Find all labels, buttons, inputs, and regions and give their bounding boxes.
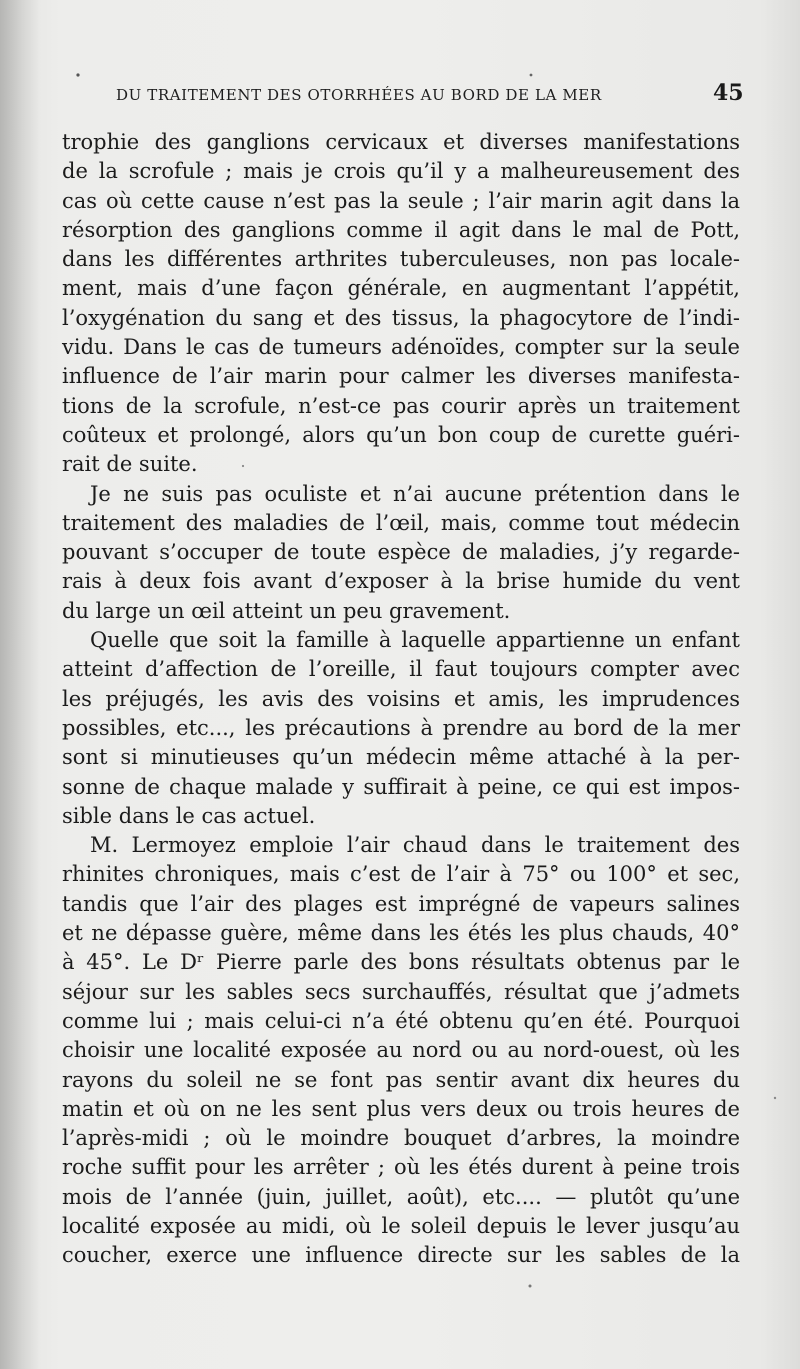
text-line: possibles, etc..., les précautions à prendre au bord de la mer xyxy=(62,715,740,740)
text-line: à 45°. Le Dʳ Pierre parle des bons résultats obtenus par le xyxy=(62,950,740,975)
text-line: rhinites chroniques, mais c’est de l’air à 75° ou 100° et sec, xyxy=(62,862,740,887)
running-title: DU TRAITEMENT DES OTORRHÉES AU BORD DE LA MER xyxy=(116,86,602,104)
text-line: traitement des maladies de l’œil, mais, comme tout médecin xyxy=(62,510,740,535)
binding-shadow xyxy=(0,0,40,1369)
text-line: vidu. Dans le cas de tumeurs adénoïdes, compter sur la seule xyxy=(62,335,740,360)
text-line: choisir une localité exposée au nord ou au nord-ouest, où les xyxy=(62,1038,740,1063)
text-line: cas où cette cause n’est pas la seule ; l’air marin agit dans la xyxy=(62,188,740,213)
text-line: rait de suite. xyxy=(62,452,198,477)
text-line: M. Lermoyez emploie l’air chaud dans le traitement des xyxy=(90,833,740,858)
text-line: matin et où on ne les sent plus vers deux ou trois heures de xyxy=(62,1096,740,1121)
text-line: l’oxygénation du sang et des tissus, la phagocytore de l’indi- xyxy=(62,305,740,330)
text-line: tandis que l’air des plages est imprégné de vapeurs salines xyxy=(62,891,740,916)
text-line: de la scrofule ; mais je crois qu’il y a malheureusement des xyxy=(62,159,740,184)
text-line: Je ne suis pas oculiste et n’ai aucune prétention dans le xyxy=(90,481,740,506)
text-line: pouvant s’occuper de toute espèce de maladies, j’y regarde- xyxy=(62,540,740,565)
text-line: sible dans le cas actuel. xyxy=(62,803,316,828)
text-line: et ne dépasse guère, même dans les étés les plus chauds, 40° xyxy=(62,921,740,946)
text-line: ment, mais d’une façon générale, en augmentant l’appétit, xyxy=(62,276,740,301)
text-line: sonne de chaque malade y suffirait à peine, ce qui est impos- xyxy=(62,774,740,799)
text-line: les préjugés, les avis des voisins et amis, les imprudences xyxy=(62,686,740,711)
text-line: résorption des ganglions comme il agit dans le mal de Pott, xyxy=(62,217,740,242)
text-line: mois de l’année (juin, juillet, août), etc.... — plutôt qu’une xyxy=(62,1184,740,1209)
text-line: tions de la scrofule, n’est-ce pas courir après un traitement xyxy=(62,393,740,418)
text-line: l’après-midi ; où le moindre bouquet d’arbres, la moindre xyxy=(62,1126,740,1151)
text-line: rayons du soleil ne se font pas sentir avant dix heures du xyxy=(62,1067,740,1092)
text-line: influence de l’air marin pour calmer les diverses manifesta- xyxy=(62,364,740,389)
text-line: coucher, exerce une influence directe sur les sables de la xyxy=(62,1243,740,1268)
body-text xyxy=(62,128,740,1271)
text-line: trophie des ganglions cervicaux et diverses manifestations xyxy=(62,130,740,154)
text-line: Quelle que soit la famille à laquelle appartienne un enfant xyxy=(90,628,740,653)
text-line: sont si minutieuses qu’un médecin même attaché à la per- xyxy=(62,745,740,770)
text-line: atteint d’affection de l’oreille, il faut toujours compter avec xyxy=(62,657,740,682)
text-line: coûteux et prolongé, alors qu’un bon coup de curette guéri- xyxy=(62,422,740,447)
page-number: 45 xyxy=(713,80,744,106)
text-line: dans les différentes arthrites tuberculeuses, non pas locale- xyxy=(62,247,740,272)
text-line: rais à deux fois avant d’exposer à la brise humide du vent xyxy=(62,569,740,594)
text-line: du large un œil atteint un peu gravement. xyxy=(62,598,511,623)
text-line: roche suffit pour les arrêter ; où les étés durent à peine trois xyxy=(62,1155,740,1180)
text-line: séjour sur les sables secs surchauffés, résultat que j’admets xyxy=(62,979,740,1004)
text-line: comme lui ; mais celui-ci n’a été obtenu qu’en été. Pourquoi xyxy=(62,1008,740,1033)
text-line: localité exposée au midi, où le soleil depuis le lever jusqu’au xyxy=(62,1213,740,1238)
